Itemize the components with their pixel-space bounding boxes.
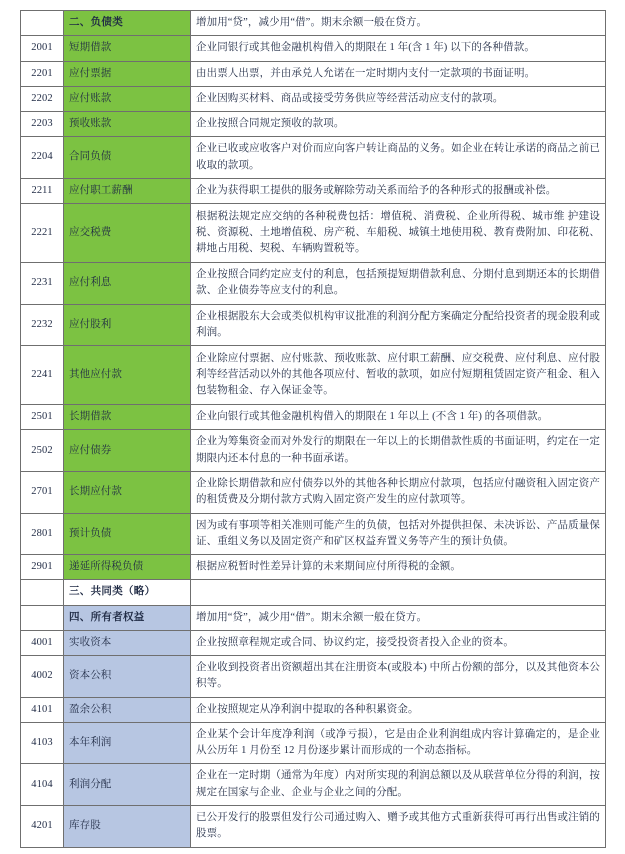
subject-name-cell: 库存股 (64, 805, 191, 847)
subject-description-cell: 根据税法规定应交纳的各种税费包括：增值税、消费税、企业所得税、城市维 护建设税、资源税、土地增值税、房产税、车船税、城镇土地使用税、教育费附加、印花税、耕地占用税、契税、车辆购置税等。 (191, 204, 606, 263)
subject-code-cell: 4104 (21, 764, 64, 806)
table-row (21, 430, 606, 472)
table-row (21, 630, 606, 655)
subject-name-cell: 短期借款 (64, 36, 191, 61)
table-row (21, 605, 606, 630)
subject-description-cell: 由出票人出票，并由承兑人允诺在一定时期内支付一定款项的书面证明。 (191, 61, 606, 86)
subject-code-cell: 2201 (21, 61, 64, 86)
subject-description-cell: 企业按照合同约定应支付的利息，包括预提短期借款利息、分期付息到期还本的长期借款、企业债券等应支付的利息。 (191, 263, 606, 305)
subject-name-cell: 盈余公积 (64, 697, 191, 722)
subject-code-cell (21, 605, 64, 630)
table-row (21, 86, 606, 111)
subject-description-cell: 企业因购买材料、商品或接受劳务供应等经营活动应支付的款项。 (191, 86, 606, 111)
subject-description-cell: 企业按照合同规定预收的款项。 (191, 112, 606, 137)
table-row (21, 304, 606, 346)
subject-code-cell: 2203 (21, 112, 64, 137)
subject-code-cell: 4001 (21, 630, 64, 655)
subject-name-cell: 预计负债 (64, 513, 191, 555)
subject-code-cell: 2901 (21, 555, 64, 580)
subject-name-cell: 长期应付款 (64, 471, 191, 513)
subject-name-cell: 预收账款 (64, 112, 191, 137)
subject-description-cell: 企业向银行或其他金融机构借入的期限在 1 年以上 (不含 1 年) 的各项借款。 (191, 405, 606, 430)
table-row (21, 112, 606, 137)
subject-code-cell: 2202 (21, 86, 64, 111)
subject-description-cell: 根据应税暂时性差异计算的未来期间应付所得税的金额。 (191, 555, 606, 580)
subject-code-cell: 4002 (21, 656, 64, 698)
table-row (21, 178, 606, 203)
table-row (21, 656, 606, 698)
subject-description-cell: 企业为获得职工提供的服务或解除劳动关系而给予的各种形式的报酬或补偿。 (191, 178, 606, 203)
subject-description-cell: 因为或有事项等相关准则可能产生的负债，包括对外提供担保、未决诉讼、产品质量保证、重组义务以及固定资产和矿区权益弃置义务等产生的预计负债。 (191, 513, 606, 555)
subject-code-cell: 4101 (21, 697, 64, 722)
subject-code-cell: 4103 (21, 722, 64, 764)
table-row (21, 805, 606, 847)
table-row (21, 471, 606, 513)
subject-code-cell: 2801 (21, 513, 64, 555)
subject-description-cell: 企业按照规定从净利润中提取的各种积累资金。 (191, 697, 606, 722)
subject-code-cell: 2221 (21, 204, 64, 263)
subject-description-cell: 企业收到投资者出资额超出其在注册资本(或股本) 中所占份额的部分，以及其他资本公积等。 (191, 656, 606, 698)
subject-name-cell: 应付债券 (64, 430, 191, 472)
table-row (21, 513, 606, 555)
subject-name-cell: 合同负债 (64, 137, 191, 179)
table-row (21, 346, 606, 405)
subject-description-cell: 增加用“贷”，减少用“借”。期末余额一般在贷方。 (191, 605, 606, 630)
subject-description-cell (191, 580, 606, 605)
subject-name-cell: 递延所得税负债 (64, 555, 191, 580)
subject-code-cell: 2211 (21, 178, 64, 203)
subject-name-cell: 长期借款 (64, 405, 191, 430)
subject-code-cell (21, 11, 64, 36)
accounting-subjects-table (20, 10, 606, 848)
subject-description-cell: 企业已收或应收客户对价而应向客户转让商品的义务。如企业在转让承诺的商品之前已收取的款项。 (191, 137, 606, 179)
table-row (21, 204, 606, 263)
subject-description-cell: 已公开发行的股票但发行公司通过购入、赠予或其他方式重新获得可再行出售或注销的股票。 (191, 805, 606, 847)
category-heading-cell: 二、负债类 (64, 11, 191, 36)
subject-code-cell: 4201 (21, 805, 64, 847)
category-heading-cell: 三、共同类（略） (64, 580, 191, 605)
subject-description-cell: 企业在一定时期（通常为年度）内对所实现的利润总额以及从联营单位分得的利润，按规定在国家与企业、企业与企业之间的分配。 (191, 764, 606, 806)
subject-code-cell: 2701 (21, 471, 64, 513)
subject-code-cell: 2231 (21, 263, 64, 305)
subject-description-cell: 企业除应付票据、应付账款、预收账款、应付职工薪酬、应交税费、应付利息、应付股利等经营活动以外的其他各项应付、暂收的款项，如应付短期租赁固定资产租金、租入包装物租金、存入保证金等。 (191, 346, 606, 405)
table-row (21, 405, 606, 430)
subject-description-cell: 企业某个会计年度净利润（或净亏损），它是由企业利润组成内容计算确定的，是企业从公历年 1 月份至 12 月份逐步累计而形成的一个动态指标。 (191, 722, 606, 764)
subject-code-cell: 2001 (21, 36, 64, 61)
subject-description-cell: 企业根据股东大会或类似机构审议批准的利润分配方案确定分配给投资者的现金股利或利润。 (191, 304, 606, 346)
table-row (21, 697, 606, 722)
table-row (21, 722, 606, 764)
subject-description-cell: 企业按照章程规定或合同、协议约定，接受投资者投入企业的资本。 (191, 630, 606, 655)
subject-name-cell: 应付职工薪酬 (64, 178, 191, 203)
table-row (21, 61, 606, 86)
subject-code-cell (21, 580, 64, 605)
subject-description-cell: 企业为筹集资金而对外发行的期限在一年以上的长期借款性质的书面证明，约定在一定期限内还本付息的一种书面承诺。 (191, 430, 606, 472)
subject-description-cell: 企业同银行或其他金融机构借入的期限在 1 年(含 1 年) 以下的各种借款。 (191, 36, 606, 61)
subject-name-cell: 利润分配 (64, 764, 191, 806)
subject-name-cell: 其他应付款 (64, 346, 191, 405)
subject-name-cell: 应付利息 (64, 263, 191, 305)
subject-code-cell: 2501 (21, 405, 64, 430)
subject-name-cell: 应付账款 (64, 86, 191, 111)
subject-description-cell: 企业除长期借款和应付债券以外的其他各种长期应付款项，包括应付融资租入固定资产的租赁费及分期付款方式购入固定资产发生的应付款项等。 (191, 471, 606, 513)
table-row (21, 137, 606, 179)
subject-code-cell: 2502 (21, 430, 64, 472)
subject-name-cell: 应交税费 (64, 204, 191, 263)
subject-name-cell: 应付票据 (64, 61, 191, 86)
category-heading-cell: 四、所有者权益 (64, 605, 191, 630)
table-row (21, 580, 606, 605)
table-body (21, 11, 606, 848)
subject-name-cell: 本年利润 (64, 722, 191, 764)
table-row (21, 36, 606, 61)
subject-description-cell: 增加用“贷”，减少用“借”。期末余额一般在贷方。 (191, 11, 606, 36)
subject-code-cell: 2241 (21, 346, 64, 405)
subject-name-cell: 应付股利 (64, 304, 191, 346)
table-row (21, 11, 606, 36)
table-row (21, 263, 606, 305)
subject-name-cell: 实收资本 (64, 630, 191, 655)
subject-name-cell: 资本公积 (64, 656, 191, 698)
table-row (21, 555, 606, 580)
subject-code-cell: 2232 (21, 304, 64, 346)
subject-code-cell: 2204 (21, 137, 64, 179)
table-row (21, 764, 606, 806)
